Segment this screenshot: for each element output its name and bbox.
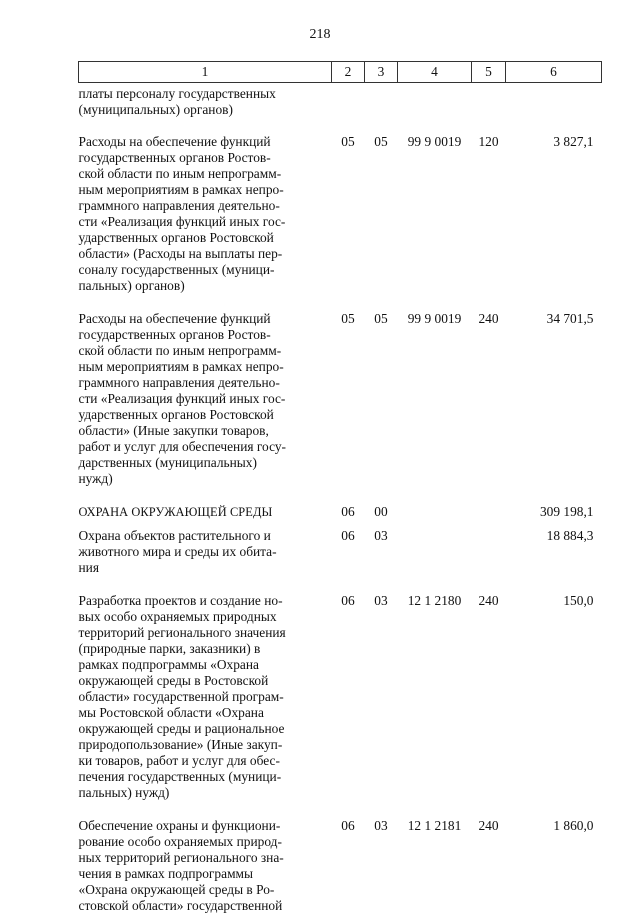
description-line: рование особо охраняемых природ- bbox=[78, 834, 282, 849]
row-amount: 309 198,1 bbox=[539, 504, 594, 519]
description-line: ным мероприятиям в рамках непро- bbox=[78, 359, 284, 374]
description-line: сти «Реализация функций иных гос- bbox=[78, 391, 286, 406]
row-expense-type bbox=[472, 83, 506, 135]
column-header: 2 bbox=[332, 62, 365, 83]
row-expense-type bbox=[472, 502, 506, 528]
row-subsection: 03 bbox=[374, 528, 388, 543]
description-line: «Охрана окружающей среды в Ро- bbox=[78, 882, 275, 897]
description-line: печения государственных (муници- bbox=[78, 769, 282, 784]
page-number: 218 bbox=[309, 27, 331, 42]
description-line: Охрана объектов растительного и bbox=[78, 528, 271, 543]
row-amount: 34 701,5 bbox=[546, 311, 594, 326]
description-line: ния bbox=[78, 560, 99, 575]
row-target-article bbox=[398, 528, 472, 593]
description-line: области» государственной програм- bbox=[78, 689, 284, 704]
row-target-article: 99 9 0019 bbox=[407, 134, 462, 149]
description-line: области» (Иные закупки товаров, bbox=[78, 423, 269, 438]
column-header: 6 bbox=[506, 62, 602, 83]
description-line: стовской области» государственной bbox=[78, 898, 283, 913]
row-section bbox=[332, 83, 365, 135]
row-target-article: 12 1 2181 bbox=[407, 818, 462, 833]
row-target-article: 12 1 2180 bbox=[407, 593, 462, 608]
description-line: дарственных (муниципальных) bbox=[78, 455, 257, 470]
description-line: ударственных органов Ростовской bbox=[78, 230, 274, 245]
description-line: ных территорий регионального зна- bbox=[78, 850, 284, 865]
description-line: окружающей среды в Ростовской bbox=[78, 673, 269, 688]
row-description bbox=[79, 134, 332, 311]
description-line: области» (Расходы на выплаты пер- bbox=[78, 246, 283, 261]
row-subsection: 03 bbox=[374, 818, 388, 833]
row-description bbox=[79, 83, 332, 135]
row-expense-type: 240 bbox=[478, 593, 499, 608]
row-target-article: 99 9 0019 bbox=[407, 311, 462, 326]
description-line: соналу государственных (муници- bbox=[78, 262, 275, 277]
row-section: 06 bbox=[341, 818, 355, 833]
row-amount: 150,0 bbox=[563, 593, 594, 608]
row-description bbox=[79, 502, 332, 528]
row-subsection bbox=[365, 83, 398, 135]
description-line: работ и услуг для обеспечения госу- bbox=[78, 439, 286, 454]
row-amount: 3 827,1 bbox=[553, 134, 594, 149]
row-amount bbox=[506, 83, 602, 135]
description-line: государственных органов Ростов- bbox=[78, 150, 271, 165]
description-line: ской области по иным непрограмм- bbox=[78, 166, 282, 181]
description-line: ской области по иным непрограмм- bbox=[78, 343, 282, 358]
row-expense-type: 120 bbox=[478, 134, 499, 149]
description-line: ки товаров, работ и услуг для обес- bbox=[78, 753, 280, 768]
row-section: 06 bbox=[341, 528, 355, 543]
description-line: ным мероприятиям в рамках непро- bbox=[78, 182, 284, 197]
description-line: животного мира и среды их обита- bbox=[78, 544, 277, 559]
description-line: вых особо охраняемых природных bbox=[78, 609, 277, 624]
row-amount: 1 860,0 bbox=[553, 818, 594, 833]
description-line: чения в рамках подпрограммы bbox=[78, 866, 254, 881]
row-target-article bbox=[398, 502, 472, 528]
description-line: (природные парки, заказники) в bbox=[78, 641, 261, 656]
row-description bbox=[79, 818, 332, 914]
table-row bbox=[79, 528, 602, 593]
description-line: мы Ростовской области «Охрана bbox=[78, 705, 264, 720]
row-expense-type bbox=[472, 528, 506, 593]
description-line: граммного направления деятельно- bbox=[78, 198, 280, 213]
description-line: платы персоналу государственных bbox=[78, 86, 276, 101]
description-line: пальных) нужд) bbox=[78, 785, 170, 800]
column-header: 4 bbox=[398, 62, 472, 83]
row-subsection: 05 bbox=[374, 311, 388, 326]
row-subsection: 03 bbox=[374, 593, 388, 608]
column-header: 5 bbox=[472, 62, 506, 83]
table-row bbox=[79, 593, 602, 818]
budget-table bbox=[78, 61, 602, 914]
description-line: граммного направления деятельно- bbox=[78, 375, 280, 390]
row-target-article bbox=[398, 83, 472, 135]
header-row bbox=[79, 62, 602, 83]
description-line: ОХРАНА ОКРУЖАЮЩЕЙ СРЕДЫ bbox=[78, 505, 273, 519]
row-expense-type: 240 bbox=[478, 818, 499, 833]
row-subsection: 00 bbox=[374, 504, 388, 519]
description-line: Обеспечение охраны и функциони- bbox=[78, 818, 281, 833]
table-row bbox=[79, 502, 602, 528]
description-line: государственных органов Ростов- bbox=[78, 327, 271, 342]
description-line: (муниципальных) органов) bbox=[78, 102, 233, 117]
row-amount: 18 884,3 bbox=[546, 528, 594, 543]
description-line: ударственных органов Ростовской bbox=[78, 407, 274, 422]
description-line: нужд) bbox=[78, 471, 113, 486]
description-line: пальных) органов) bbox=[78, 278, 185, 293]
table-row bbox=[79, 83, 602, 135]
row-section: 06 bbox=[341, 593, 355, 608]
description-line: территорий регионального значения bbox=[78, 625, 286, 640]
description-line: природопользование» (Иные закуп- bbox=[78, 737, 283, 752]
row-description bbox=[79, 311, 332, 502]
row-section: 05 bbox=[341, 134, 355, 149]
table-row bbox=[79, 311, 602, 502]
column-header: 3 bbox=[365, 62, 398, 83]
row-subsection: 05 bbox=[374, 134, 388, 149]
description-line: сти «Реализация функций иных гос- bbox=[78, 214, 286, 229]
description-line: Разработка проектов и создание но- bbox=[78, 593, 283, 608]
description-line: Расходы на обеспечение функций bbox=[78, 134, 271, 149]
table-row bbox=[79, 134, 602, 311]
description-line: Расходы на обеспечение функций bbox=[78, 311, 271, 326]
row-description bbox=[79, 593, 332, 818]
table-row bbox=[79, 818, 602, 914]
row-section: 06 bbox=[341, 504, 355, 519]
column-header: 1 bbox=[79, 62, 332, 83]
row-description bbox=[79, 528, 332, 593]
row-section: 05 bbox=[341, 311, 355, 326]
description-line: рамках подпрограммы «Охрана bbox=[78, 657, 259, 672]
description-line: окружающей среды и рациональное bbox=[78, 721, 285, 736]
row-expense-type: 240 bbox=[478, 311, 499, 326]
